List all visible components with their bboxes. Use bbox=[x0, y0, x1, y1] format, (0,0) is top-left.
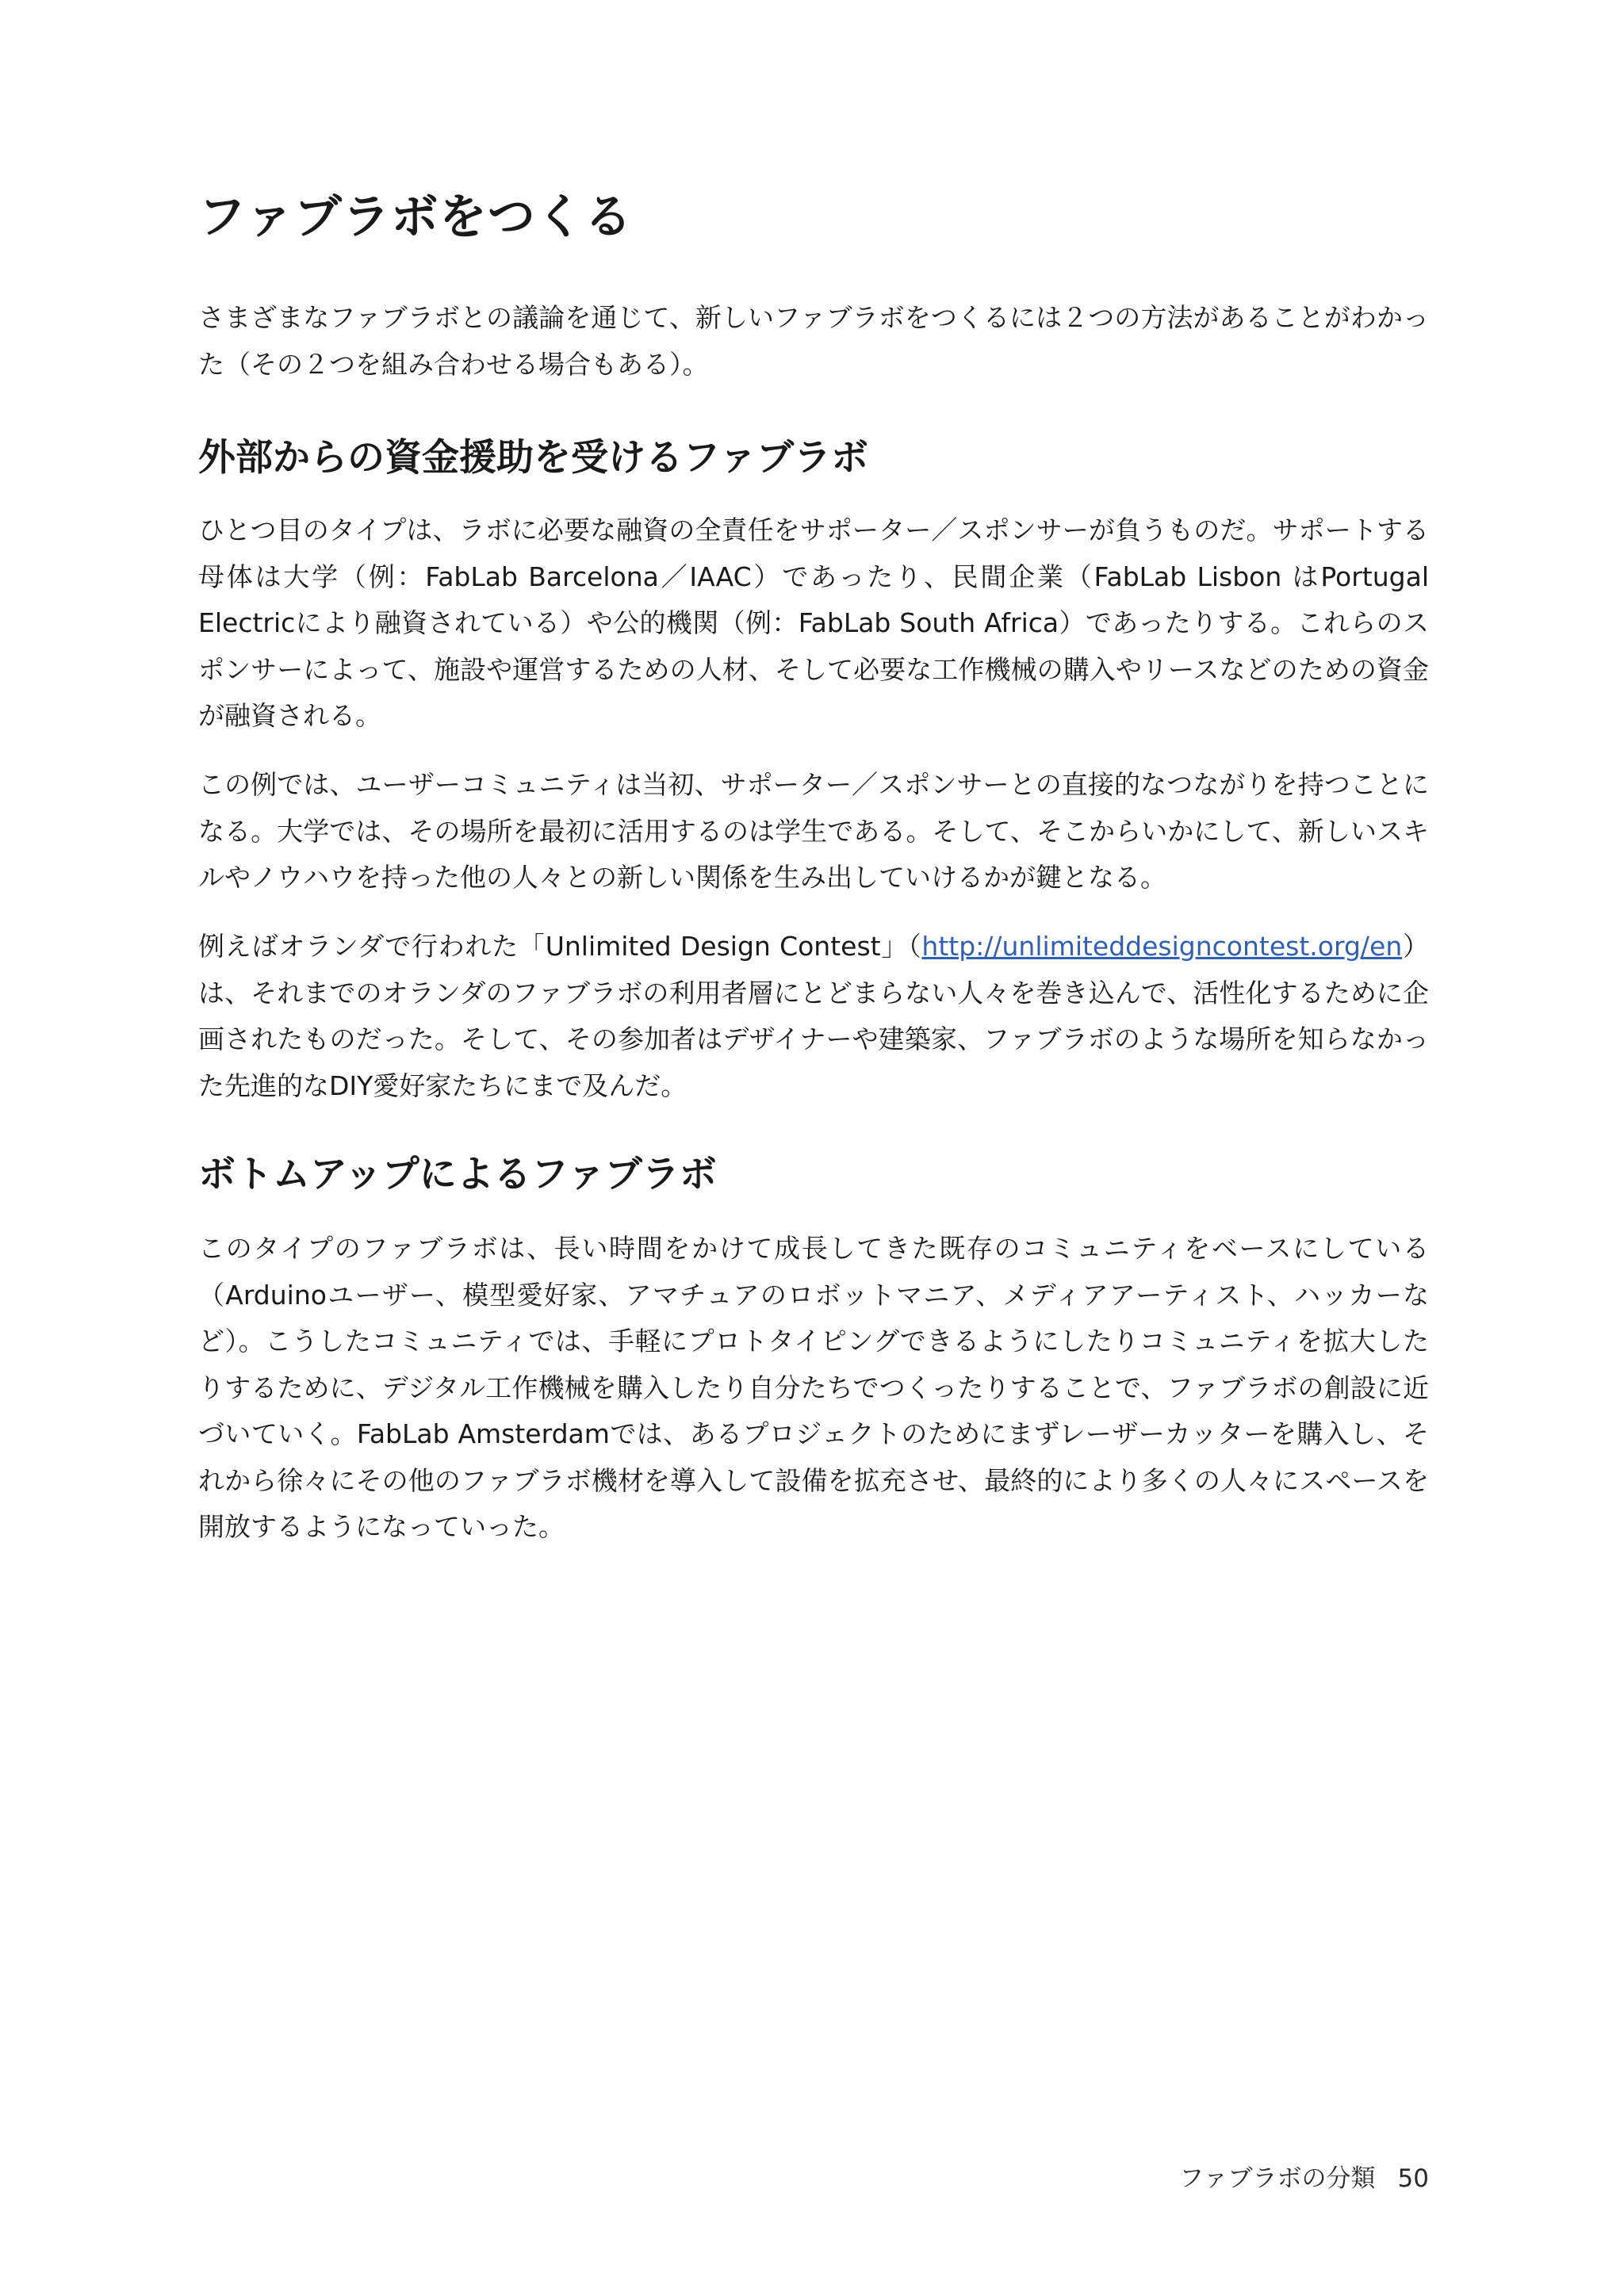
section1-paragraph-1: ひとつ目のタイプは、ラボに必要な融資の全責任をサポーター／スポンサーが負うものだ。サポートする母体は大学（例：FabLab Barcelona／IAAC）であったり、民間企業（FabLab Lisbon はPortugal Electricにより融資されている）や公的機関（例：FabLab South Africa）であったりする。これらのスポンサーによって、施設や運営するための人材、そして必要な工作機械の購入やリースなどのための資金が融資される。 bbox=[198, 515, 1429, 731]
section-heading-external-funding: 外部からの資金援助を受けるファブラボ bbox=[198, 436, 869, 480]
section1-paragraph-3 bbox=[198, 924, 1429, 1109]
contest-link[interactable]: http://unlimiteddesigncontest.org/en bbox=[921, 931, 1403, 962]
chapter-name: ファブラボの分類 bbox=[1179, 2164, 1376, 2193]
page-number: 50 bbox=[1397, 2164, 1429, 2193]
page-title: ファブラボをつくる bbox=[198, 189, 633, 245]
page-footer bbox=[952, 2163, 1429, 2195]
section-heading-bottom-up: ボトムアップによるファブラボ bbox=[198, 1153, 717, 1196]
section1-paragraph-2: この例では、ユーザーコミュニティは当初、サポーター／スポンサーとの直接的なつながりを持つことになる。大学では、その場所を最初に活用するのは学生である。そして、そこからいかにして、新しいスキルやノウハウを持った他の人々との新しい関係を生み出していけるかが鍵となる。 bbox=[198, 769, 1429, 893]
paragraph-text: 例えばオランダで行われた「Unlimited Design Contest」（ bbox=[198, 931, 922, 962]
section2-paragraph-1: このタイプのファブラボは、長い時間をかけて成長してきた既存のコミュニティをベースにしている（Arduinoユーザー、模型愛好家、アマチュアのロボットマニア、メディアアーティスト、ハッカーなど）。こうしたコミュニティでは、手軽にプロトタイピングできるようにしたりコミュニティを拡大したりするために、デジタル工作機械を購入したり自分たちでつくったりすることで、ファブラボの創設に近づいていく。FabLab Amsterdamでは、あるプロジェクトのためにまずレーザーカッターを購入し、それから徐々にその他のファブラボ機材を導入して設備を拡充させ、最終的により多くの人々にスペースを開放するようになっていった。 bbox=[198, 1233, 1429, 1542]
paragraph-text: ）は、それまでのオランダのファブラボの利用者層にとどまらない人々を巻き込んで、活性化するために企画されたものだった。そして、その参加者はデザイナーや建築家、ファブラボのような場所を知らなかった先進的なDIY愛好家たちにまで及んだ。 bbox=[198, 931, 1430, 1101]
intro-paragraph: さまざまなファブラボとの議論を通じて、新しいファブラボをつくるには２つの方法があることがわかった（その２つを組み合わせる場合もある）。 bbox=[198, 302, 1429, 380]
